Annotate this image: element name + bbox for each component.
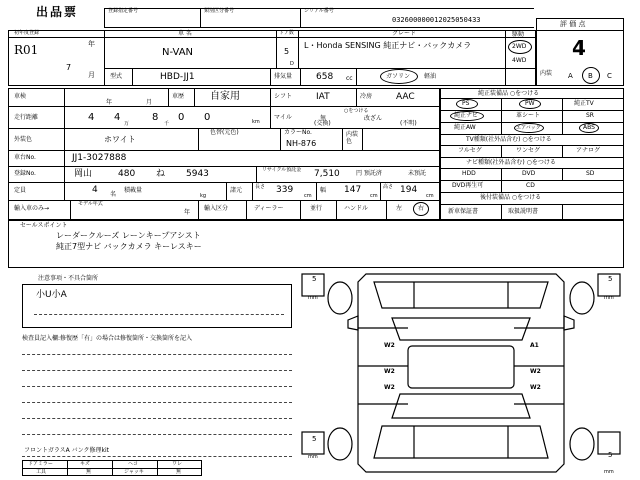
steering-label: ハンドル bbox=[344, 205, 369, 212]
mileage-unit-sen: 千 bbox=[164, 121, 170, 127]
sales-point-line-2: 純正7型ナビ バックカメラ キーレスキー bbox=[56, 242, 202, 251]
usage-value: 自家用 bbox=[210, 91, 240, 102]
registration-kana: ね bbox=[156, 169, 166, 179]
tire-gauge-front-left: 5 bbox=[312, 275, 317, 283]
height-label: 高さ bbox=[383, 184, 394, 190]
capacity-label: 定員 bbox=[14, 187, 27, 194]
color-change-label: 色替(元色) bbox=[210, 129, 239, 136]
import-type-label: 輸入区分 bbox=[204, 205, 229, 212]
mileage-unit-km: km bbox=[252, 119, 260, 125]
legend-header-4: ワレ bbox=[172, 461, 183, 467]
legend-header-3: ヘコ bbox=[128, 461, 139, 467]
mileage-digit-3: 8 bbox=[152, 112, 159, 123]
recycle-status: 未預託 bbox=[408, 170, 427, 177]
equipment-title: 純正装備品 ○をつける bbox=[478, 90, 540, 97]
mileage-label: 走行距離 bbox=[14, 114, 39, 121]
equip-ps-circle bbox=[456, 99, 478, 109]
first-registration-month: 7 bbox=[66, 63, 72, 72]
warranty-book: 新車保証書 bbox=[448, 208, 479, 215]
dimensions-label: 諸元 bbox=[230, 187, 243, 194]
exterior-color-label: 外装色 bbox=[14, 136, 33, 143]
equip-abs-circle bbox=[579, 123, 599, 133]
doors-value: 5 bbox=[284, 47, 290, 56]
damage-mark-right-rear-door: W2 bbox=[530, 368, 541, 375]
first-registration-year-unit: 年 bbox=[88, 40, 95, 48]
sales-point-line-1: レーダークルーズ レーンキープアシスト bbox=[56, 231, 201, 240]
legend-value-2: 無 bbox=[86, 469, 92, 475]
usage-label: 車歴 bbox=[172, 93, 185, 100]
damage-mark-right-door: A1 bbox=[530, 342, 539, 349]
car-body-diagram bbox=[296, 268, 626, 478]
displacement-value: 658 bbox=[316, 72, 334, 82]
recycle-value: 7,510 bbox=[314, 169, 340, 179]
color-number-value: NH-876 bbox=[286, 139, 317, 148]
damage-mark-left-rear: W2 bbox=[384, 384, 395, 391]
shift-label: シフト bbox=[274, 93, 293, 100]
model-year-label: モデル年式 bbox=[78, 201, 103, 207]
import-parallel: 並行 bbox=[310, 205, 323, 212]
mileage-digit-2: 4 bbox=[114, 112, 121, 123]
steering-right-circle bbox=[413, 202, 429, 216]
ac-value: AAC bbox=[396, 92, 415, 102]
exterior-color-value: ホワイト bbox=[104, 135, 136, 144]
tire-gauge-rear-right-unit: mm bbox=[604, 469, 614, 475]
tire-gauge-front-right: 5 bbox=[608, 275, 613, 283]
equip-ps: PS bbox=[462, 100, 470, 107]
tire-gauge-front-right-unit: mm bbox=[604, 295, 614, 301]
mile-unknown: (不明) bbox=[400, 120, 417, 127]
steering-right: 右 bbox=[418, 205, 425, 212]
recycle-unit: 円 預託済 bbox=[356, 170, 382, 177]
drive-4wd: 4WD bbox=[512, 57, 527, 64]
owners-manual: 取扱説明書 bbox=[508, 208, 539, 215]
mileage-digit-4: 0 bbox=[178, 112, 185, 123]
color-number-label: カラーNo. bbox=[284, 129, 312, 136]
equip-navi-circle bbox=[450, 111, 484, 121]
aftermarket-title: 後付装備品 ○をつける bbox=[480, 194, 542, 201]
chassis-value: JJ1-3027888 bbox=[72, 153, 127, 163]
notes-title: 注意事項・不具合箇所 bbox=[38, 275, 99, 282]
legend-value-1: 工具 bbox=[36, 469, 47, 475]
width-unit: cm bbox=[370, 193, 378, 199]
registration-class: 480 bbox=[118, 169, 136, 179]
damage-mark-left-rear-door: W2 bbox=[384, 368, 395, 375]
interior-color-label: 内装色 bbox=[346, 131, 359, 145]
first-registration-month-unit: 月 bbox=[88, 71, 95, 79]
capacity-value: 4 bbox=[92, 185, 98, 195]
legend-value-3: ジャッキ bbox=[124, 469, 144, 475]
grade-value: L・Honda SENSING 純正ナビ・バックカメラ bbox=[304, 41, 472, 50]
equip-leather: 革シート bbox=[516, 112, 541, 119]
width-label: 幅 bbox=[320, 187, 327, 194]
damage-mark-right-rear: W2 bbox=[530, 384, 541, 391]
legend-header-2: キズ bbox=[80, 461, 90, 467]
model-value: HBD-JJ1 bbox=[160, 72, 195, 82]
notes-text: 小U小A bbox=[36, 290, 67, 300]
mileage-digit-5: 0 bbox=[204, 112, 211, 123]
tire-gauge-front-left-unit: mm bbox=[308, 295, 318, 301]
cd-label: CD bbox=[526, 182, 535, 189]
tire-gauge-rear-right: 5 bbox=[608, 451, 613, 459]
mile-none: 無 bbox=[320, 115, 327, 122]
serial-label: シリアル番号 bbox=[304, 8, 334, 14]
load-unit: kg bbox=[200, 193, 207, 199]
mile-tampered: 改ざん bbox=[364, 115, 383, 122]
score-value: 4 bbox=[572, 36, 586, 60]
chassis-label: 車台No. bbox=[14, 154, 36, 161]
tv-type-title: TV種類(社外品含む) ○をつける bbox=[466, 136, 552, 143]
fuel-diesel: 軽油 bbox=[424, 73, 437, 80]
navi-sd: SD bbox=[586, 170, 595, 177]
mile-label: マイル bbox=[274, 114, 292, 121]
reg-number-label: 登録指定番号 bbox=[108, 8, 139, 14]
load-label: 積載量 bbox=[124, 187, 143, 194]
tire-gauge-rear-left-unit: mm bbox=[308, 454, 318, 460]
tv-analog: アナログ bbox=[576, 147, 601, 154]
inspector-title: 検査員記入欄:修復歴「有」の場合は修復箇所・交換箇所を記入 bbox=[22, 335, 193, 342]
registration-prefecture: 岡山 bbox=[74, 169, 93, 179]
height-unit: cm bbox=[426, 193, 434, 199]
steering-left: 左 bbox=[396, 205, 403, 212]
car-name-label: 車 名 bbox=[178, 30, 192, 37]
equip-airbag: エアバッグ bbox=[516, 125, 541, 131]
ac-label: 冷房 bbox=[360, 93, 373, 100]
inspection-year-unit: 年 bbox=[106, 99, 113, 106]
width-value: 147 bbox=[344, 185, 362, 195]
equip-abs: ABS bbox=[583, 124, 595, 131]
length-label: 長さ bbox=[255, 184, 266, 190]
car-name-value: N-VAN bbox=[162, 47, 194, 58]
displacement-unit: cc bbox=[346, 75, 353, 82]
capacity-unit: 名 bbox=[110, 191, 117, 198]
navi-dvd: DVD bbox=[522, 170, 536, 177]
length-unit: cm bbox=[304, 193, 312, 199]
height-value: 194 bbox=[400, 185, 418, 195]
import-dealer: ディーラー bbox=[254, 205, 284, 212]
doors-suffix: D bbox=[290, 61, 294, 67]
interior-grade-a: A bbox=[568, 72, 573, 80]
interior-grade-b-circle bbox=[582, 67, 600, 84]
interior-grade-b: B bbox=[588, 72, 593, 80]
inspection-label: 車検 bbox=[14, 93, 27, 100]
equip-aw: 純正AW bbox=[454, 124, 476, 131]
recycle-label: リサイクル預託金 bbox=[262, 167, 302, 173]
mile-exchanged: (交換) bbox=[314, 120, 331, 127]
registration-number: 5943 bbox=[186, 169, 209, 179]
dvd-playback: DVD再生可 bbox=[452, 182, 484, 189]
equip-airbag-circle bbox=[514, 123, 544, 133]
drive-label: 駆動 bbox=[512, 31, 525, 38]
category-number-label: 類別区分番号 bbox=[204, 8, 235, 14]
tire-gauge-rear-left: 5 bbox=[312, 435, 317, 443]
fuel-gasoline-circle bbox=[380, 69, 418, 84]
model-label: 型式 bbox=[110, 73, 123, 80]
equip-pw: PW bbox=[525, 100, 535, 107]
equip-pw-circle bbox=[519, 99, 541, 109]
drive-2wd: 2WD bbox=[512, 43, 527, 50]
equip-sunroof: SR bbox=[586, 112, 594, 119]
equip-tv: 純正TV bbox=[574, 100, 594, 107]
drive-2wd-circle bbox=[508, 40, 532, 54]
first-registration-label: 初年度登録 bbox=[14, 30, 40, 36]
tv-oneseg: ワンセグ bbox=[516, 147, 541, 154]
import-label: 輸入車のみ→ bbox=[14, 205, 50, 212]
displacement-label: 排気量 bbox=[274, 73, 293, 80]
grade-label: グレード bbox=[392, 30, 417, 37]
navi-type-title: ナビ種類(社外品含む) ○をつける bbox=[466, 159, 556, 166]
fuel-gasoline: ガソリン bbox=[386, 73, 411, 80]
model-year-unit: 年 bbox=[184, 209, 191, 216]
tv-fullseg: フルセグ bbox=[458, 147, 482, 154]
serial-value: 032600000012025050433 bbox=[392, 16, 481, 24]
bottom-note: フロントガラスA バンク修理kit bbox=[24, 447, 110, 454]
legend-header-1: ドアミラー bbox=[28, 461, 53, 467]
mileage-unit-man: 万 bbox=[124, 121, 130, 127]
inspection-month-unit: 月 bbox=[146, 99, 153, 106]
mark-note: ○をつける bbox=[344, 108, 369, 114]
mileage-digit-1: 4 bbox=[88, 112, 95, 123]
score-label: 評 価 点 bbox=[560, 20, 586, 28]
equip-navi: 純正ナビ bbox=[454, 112, 479, 119]
interior-label: 内装 bbox=[540, 70, 553, 77]
interior-grade-c: C bbox=[607, 72, 612, 80]
length-value: 339 bbox=[276, 185, 294, 195]
registration-label: 登録No. bbox=[14, 170, 36, 177]
navi-hdd: HDD bbox=[462, 170, 476, 177]
doors-label: ドア数 bbox=[279, 30, 294, 36]
sales-points-title: セールスポイント bbox=[20, 222, 68, 229]
sheet-title: 出品票 bbox=[36, 5, 79, 19]
first-registration-value: R01 bbox=[14, 43, 39, 57]
shift-value: IAT bbox=[316, 92, 330, 102]
legend-value-4: 無 bbox=[176, 469, 182, 475]
damage-mark-left-door: W2 bbox=[384, 342, 395, 349]
